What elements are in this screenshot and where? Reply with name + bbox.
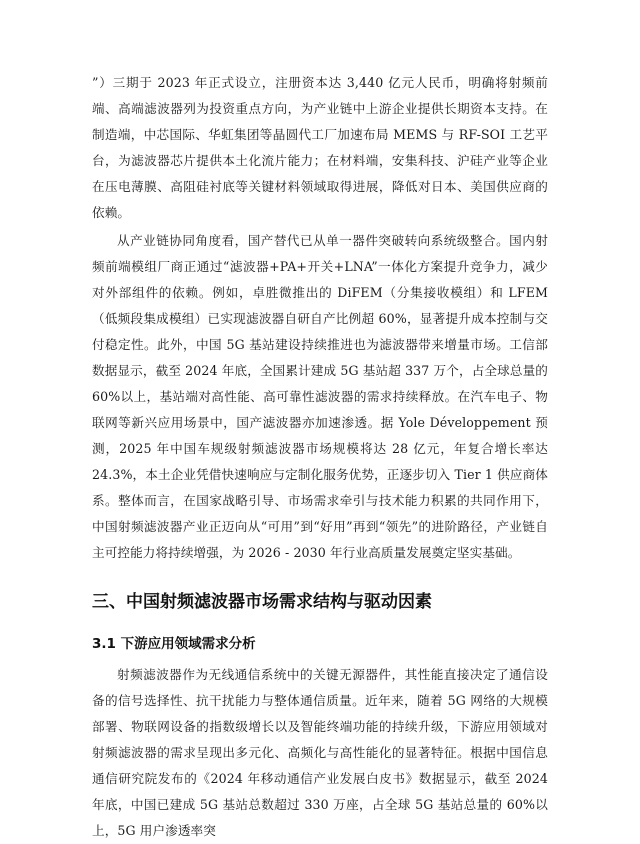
paragraph-downstream-demand: 射频滤波器作为无线通信系统中的关键无源器件，其性能直接决定了通信设备的信号选择性、抗干扰能力与整体通信质量。近年来，随着 5G 网络的大规模部署、物联网设备的指数级增长以及智能终端功能的持续升级，下游应用领域对射频滤波器的需求呈现出多元化、高频化与高性能化的显著特征。根据中国信息通信研究院发布的《2024 年移动通信产业发展白皮书》数据显示，截至 2024 年底，中国已建成 5G 基站总数超过 330 万座，占全球 5G 基站总量的 60%以上，5G 用户渗透率突 (92, 667, 548, 838)
page-content (92, 70, 548, 844)
section-heading: 三、中国射频滤波器市场需求结构与驱动因素 (92, 592, 432, 612)
subsection-heading: 3.1 下游应用领域需求分析 (92, 636, 256, 652)
paragraph-funding-manufacturing: ”）三期于 2023 年正式设立，注册资本达 3,440 亿元人民币，明确将射频前端、高端滤波器列为投资重点方向，为产业链中上游企业提供长期资本支持。在制造端，中芯国际、华虹集团等晶圆代工厂加速布局 MEMS 与 RF-SOI 工艺平台，为滤波器芯片提供本土化流片能力；在材料端，安集科技、沪硅产业等企业在压电薄膜、高阻硅衬底等关键材料领域取得进展，降低对日本、美国供应商的依赖。 (92, 75, 548, 220)
paragraph-industry-chain-synergy: 从产业链协同角度看，国产替代已从单一器件突破转向系统级整合。国内射频前端模组厂商正通过“滤波器+PA+开关+LNA”一体化方案提升竞争力，减少对外部组件的依赖。例如，卓胜微推出的 DiFEM（分集接收模组）和 LFEM（低频段集成模组）已实现滤波器自研自产比例超 60%，显著提升成本控制与交付稳定性。此外，中国 5G 基站建设持续推进也为滤波器带来增量市场。工信部数据显示，截至 2024 年底，全国累计建成 5G 基站超 337 万个，占全球总量的 60%以上，基站端对高性能、高可靠性滤波器的需求持续释放。在汽车电子、物联网等新兴应用场景中，国产滤波器亦加速渗透。据 Yole Développement 预测，2025 年中国车规级射频滤波器市场规模将达 28 亿元，年复合增长率达 24.3%，本土企业凭借快速响应与定制化服务优势，正逐步切入 Tier 1 供应商体系。整体而言，在国家战略引导、市场需求牵引与技术能力积累的共同作用下，中国射频滤波器产业正迈向从“可用”到“好用”再到“领先”的进阶路径，产业链自主可控能力将持续增强，为 2026 - 2030 年行业高质量发展奠定坚实基础。 (92, 233, 548, 560)
